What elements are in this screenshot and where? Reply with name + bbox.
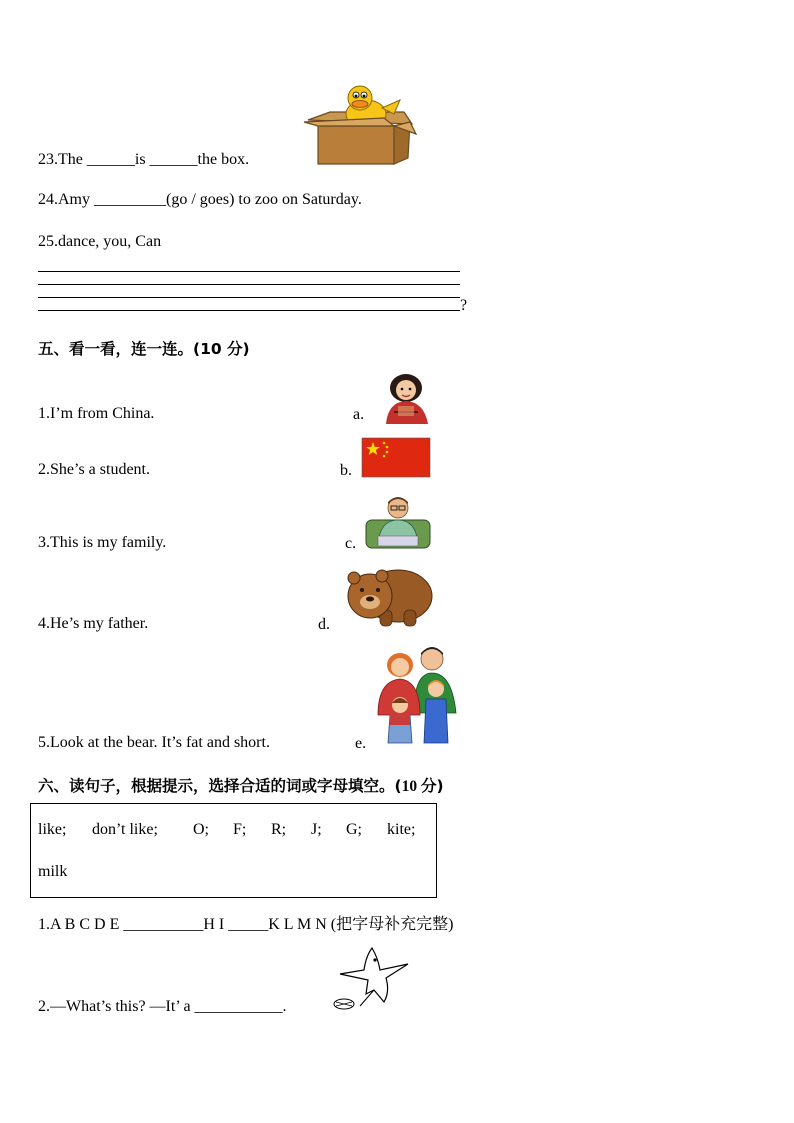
match-letter: b. <box>340 462 352 479</box>
match-sentence: 3.This is my family. <box>38 534 167 551</box>
answer-line[interactable] <box>38 271 460 272</box>
word-bank-item: kite; <box>387 821 416 838</box>
answer-line[interactable] <box>38 284 460 285</box>
word-bank-item: O; <box>193 821 209 838</box>
section-6-question-2: 2.—What’s this? —It’ a ___________. <box>38 998 287 1015</box>
answer-line[interactable] <box>38 297 460 298</box>
word-bank-item: J; <box>311 821 322 838</box>
match-sentence: 4.He’s my father. <box>38 615 149 632</box>
girl-icon <box>376 372 436 424</box>
word-bank-item: R; <box>271 821 287 838</box>
china-flag-icon <box>362 438 430 477</box>
bear-icon <box>340 562 434 628</box>
word-bank-item: milk <box>38 863 68 880</box>
match-letter: d. <box>318 616 330 633</box>
question-24: 24.Amy _________(go / goes) to zoo on Saturday. <box>38 191 362 208</box>
match-sentence: 2.She’s a student. <box>38 461 150 478</box>
match-letter: e. <box>355 735 367 752</box>
family-icon <box>374 643 462 745</box>
word-bank-item: F; <box>233 821 247 838</box>
kite-icon <box>330 944 412 1016</box>
match-sentence: 5.Look at the bear. It’s fat and short. <box>38 734 270 751</box>
question-25: 25.dance, you, Can <box>38 233 162 250</box>
match-letter: c. <box>345 535 357 552</box>
section-5-heading: 五、看一看，连一连。(10 分) <box>38 340 250 358</box>
word-bank-item: like; <box>38 821 67 838</box>
word-bank-item: don’t like; <box>92 821 158 838</box>
section-6-question-1: 1.A B C D E __________H I _____K L M N (把字母补充完整) <box>38 916 454 933</box>
question-mark: ? <box>460 297 468 314</box>
answer-line[interactable] <box>38 310 460 311</box>
duck-in-box-icon <box>300 82 420 168</box>
word-bank-item: G; <box>346 821 362 838</box>
match-sentence: 1.I’m from China. <box>38 405 155 422</box>
section-6-heading: 六、读句子，根据提示，选择合适的词或字母填空。(10 分) <box>38 777 444 795</box>
match-letter: a. <box>353 406 365 423</box>
question-23: 23.The ______is ______the box. <box>38 151 250 168</box>
father-icon <box>364 494 432 550</box>
word-bank-box <box>30 803 437 898</box>
